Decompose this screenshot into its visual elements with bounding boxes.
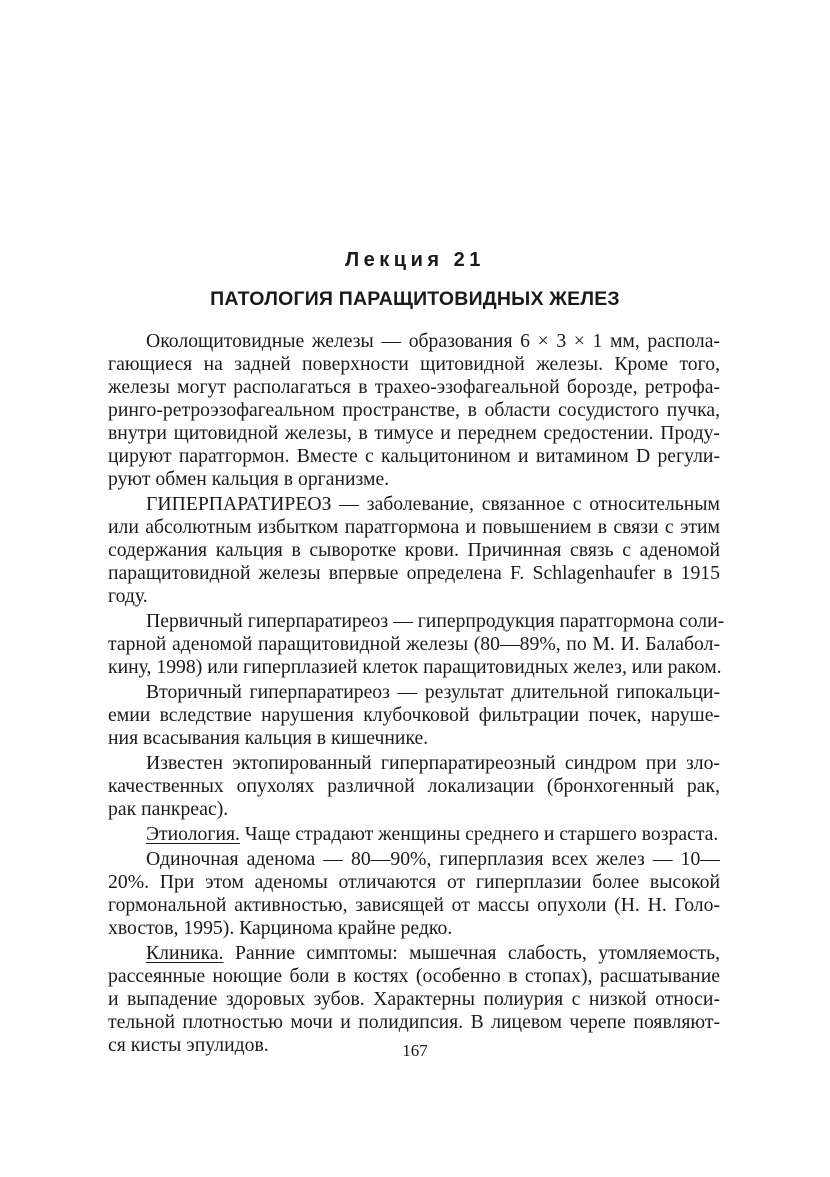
text-line: хвостов, 1995). Карцинома крайне редко. xyxy=(108,917,453,939)
paragraph xyxy=(108,330,720,491)
text-line: содержания кальция в сыворотке крови. Причинная связь с аденомой xyxy=(108,539,720,561)
text-line: Первичный гиперпаратиреоз — гиперпродукция паратгормона соли- xyxy=(146,610,725,632)
text-line xyxy=(108,823,720,846)
text-line: 20%. При этом аденомы отличаются от гиперплазии более высокой xyxy=(108,871,720,893)
text-line: ГИПЕРПАРАТИРЕОЗ — заболевание, связанное с относительным xyxy=(146,493,720,515)
text-line: рассеянные ноющие боли в костях (особенно в стопах), расшатывание xyxy=(108,965,720,987)
paragraph xyxy=(108,942,720,1057)
paragraph xyxy=(108,610,725,679)
text-line: году. xyxy=(108,585,148,607)
text-line xyxy=(108,942,720,965)
paragraph xyxy=(108,823,720,846)
text-line: рак панкреас). xyxy=(108,798,229,820)
text-line: ринго-ретроэзофагеальном пространстве, в области сосудистого пучка, xyxy=(108,399,720,421)
section-label: Клиника. xyxy=(146,942,224,964)
text-line: ния всасывания кальция в кишечнике. xyxy=(108,727,429,749)
text-line: ся кисты эпулидов. xyxy=(108,1034,269,1056)
text-line: тельной плотностью мочи и полидипсия. В лицевом черепе появляют- xyxy=(108,1011,720,1033)
text-line: Известен эктопированный гиперпаратиреозный синдром при зло- xyxy=(146,752,720,774)
text-line: руют обмен кальция в организме. xyxy=(108,468,390,490)
section-text: Ранние симптомы: мышечная слабость, утомляемость, xyxy=(223,942,720,964)
text-line: паращитовидной железы впервые определена F. Schlagenhaufer в 1915 xyxy=(108,562,720,584)
text-line: кину, 1998) или гиперплазией клеток паращитовидных желез, или раком. xyxy=(108,656,722,678)
text-line: внутри щитовидной железы, в тимусе и переднем средостении. Проду- xyxy=(108,422,720,444)
text-line: или абсолютным избытком паратгормона и повышением в связи с этим xyxy=(108,516,720,538)
text-line: цируют паратгормон. Вместе с кальцитонином и витамином D регули- xyxy=(108,445,720,467)
text-line: Вторичный гиперпаратиреоз — результат длительной гипокальци- xyxy=(146,681,720,703)
lecture-heading: Лекция 21 xyxy=(345,249,485,271)
body-text xyxy=(108,330,725,1059)
paragraph xyxy=(108,493,720,608)
text-line: качественных опухолях различной локализации (бронхогенный рак, xyxy=(108,775,720,797)
text-line: Околощитовидные железы — образования 6 × 3 × 1 мм, распола- xyxy=(146,330,720,352)
text-line: тарной аденомой паращитовидной железы (80—89%, по М. И. Балабол- xyxy=(108,633,720,655)
paragraph xyxy=(108,681,720,750)
text-line: емии вследствие нарушения клубочковой фильтрации почек, наруше- xyxy=(108,704,720,726)
page-title: ПАТОЛОГИЯ ПАРАЩИТОВИДНЫХ ЖЕЛЕЗ xyxy=(210,288,620,310)
paragraph xyxy=(108,752,720,821)
paragraph xyxy=(108,848,720,940)
section-label: Этиология. xyxy=(146,823,240,845)
text-line: гающиеся на задней поверхности щитовидной железы. Кроме того, xyxy=(108,353,720,375)
text-line: и выпадение здоровых зубов. Характерны полиурия с низкой относи- xyxy=(108,988,720,1010)
text-line: железы могут располагаться в трахео-эзофагеальной борозде, ретрофа- xyxy=(108,376,720,398)
section-text: Чаще страдают женщины среднего и старшего возраста. xyxy=(239,823,719,845)
text-line: Одиночная аденома — 80—90%, гиперплазия всех желез — 10— xyxy=(146,848,720,870)
text-line: гормональной активностью, зависящей от массы опухоли (Н. Н. Голо- xyxy=(108,894,720,916)
page-number: 167 xyxy=(402,1041,428,1060)
